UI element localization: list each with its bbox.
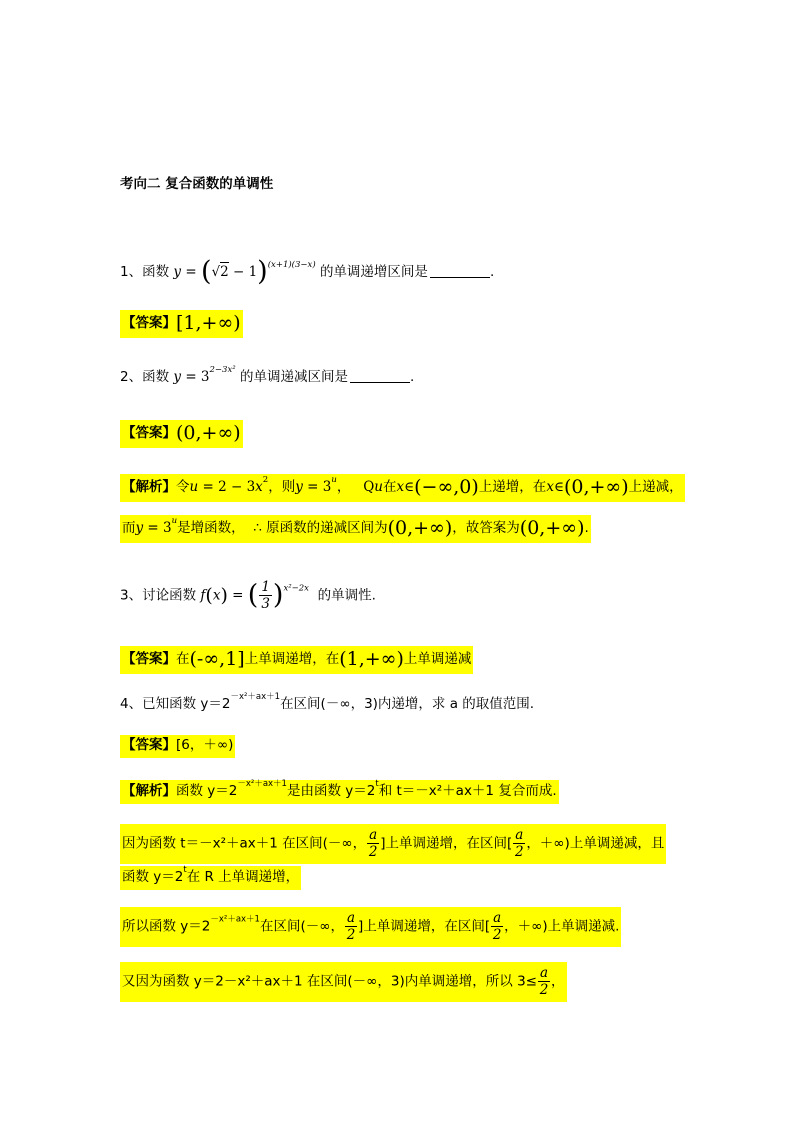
q4-analysis-line-5: 又因为函数 y＝2－x²＋ax＋1 在区间(－∞，3)内单调递增，所以 3≤ $\frac{a}{2}$ ， xyxy=(120,962,567,1002)
answer-blank xyxy=(350,382,410,383)
question-2: 2、函数 $y = 3^{2-3x^2}$ 的单调递减区间是 . xyxy=(120,365,415,385)
q1-answer: 【答案】[1,+∞) xyxy=(120,310,243,338)
question-3: 3、讨论函数 f(x) = ( $\frac{1}{3}$ )$^{x^2-2x}$ 的单调性. xyxy=(120,579,376,613)
q4-analysis-line-1: 【解析】函数 $y=2^{-x^2+ax+1}$是由函数 $y=2^t$和 t＝－x²＋ax＋1 复合而成. xyxy=(120,780,559,804)
q2-analysis-line-1: 【解析】令$u = 2 - 3x^2$，则$y = 3^u$， Qu在x∈(−∞,0)上递增，在x∈(0,+∞)上递减， xyxy=(120,474,685,502)
q1-formula: y xyxy=(173,264,182,280)
question-4: 4、已知函数 $y=2^{-x^2+ax+1}$在区间(－∞，3)内递增，求 a 的取值范围. xyxy=(120,692,535,712)
q4-analysis-line-2: 因为函数 t＝－x²＋ax＋1 在区间(－∞， $\frac{a}{2}$ ]上单调递增，在区间[ $\frac{a}{2}$ ，＋∞)上单调递减，且 xyxy=(120,824,666,864)
q4-analysis-line-3: 函数 $y=2^t$在 R 上单调递增， xyxy=(120,866,301,890)
q4-answer: 【答案】[6，＋∞) xyxy=(120,735,235,758)
q3-answer: 【答案】在(-∞,1]上单调递增，在(1,+∞)上单调递减 xyxy=(120,646,473,674)
fraction-one-third: $\frac{1}{3}$ xyxy=(261,579,270,613)
q2-answer: 【答案】(0,+∞) xyxy=(120,420,243,448)
question-1: 1、函数 $y = (√2 - 1)^{(x+1)(3-x)}$ 的单调递增区间是 . xyxy=(120,256,495,287)
q4-analysis-line-4: 所以函数 $y=2^{-x^2+ax+1}$在区间(－∞， $\frac{a}{2}$ ]上单调递增，在区间[ $\frac{a}{2}$ ，＋∞)上单调递减. xyxy=(120,907,621,947)
section-title: 考向二 复合函数的单调性 xyxy=(120,176,274,192)
q2-analysis-line-2: 而$y = 3^u$是增函数， ∴ 原函数的递减区间为(0,+∞)，故答案为(0,+∞). xyxy=(120,515,591,543)
answer-blank xyxy=(430,277,490,278)
